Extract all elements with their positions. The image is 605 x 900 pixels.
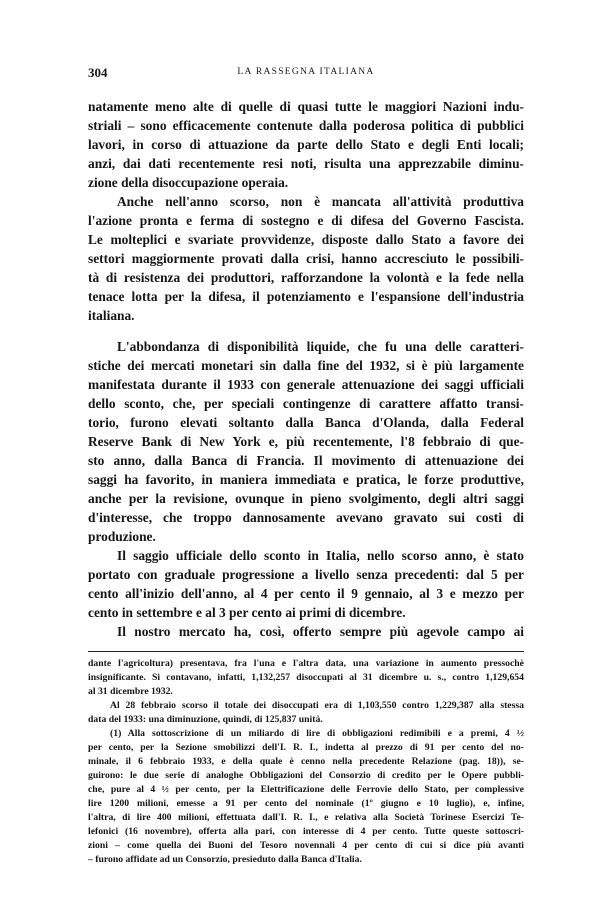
body-line: anzi, dai dati recentemente resi noti, risulta una apprezzabile diminu- <box>88 156 524 171</box>
body-line: produzione. <box>88 529 156 544</box>
body-line: zione della disoccupazione operaia. <box>88 175 289 190</box>
body-line: stiche dei mercati monetari sin dalla fine del 1932, si è più largamente <box>88 358 524 373</box>
body-line: l'azione pronta e ferma di sostegno e di difesa del Governo Fascista. <box>88 213 524 228</box>
body-line: natamente meno alte di quelle di quasi tutte le maggiori Nazioni indu- <box>88 99 524 114</box>
footnote-line: (1) Alla sottoscrizione di un miliardo di lire di obbligazioni redimibili e a premi, 4 ½ <box>110 728 524 739</box>
body-line: Anche nell'anno scorso, non è mancata all'attività produttiva <box>117 194 524 209</box>
body-line: d'interesse, che troppo dannosamente avevano gravato sui costi di <box>88 510 524 525</box>
footnote-line: lefonici (16 novembre), offerta alla pari, con interesse di 4 per cento. Tutte queste sottoscri- <box>88 826 524 837</box>
body-line: Il nostro mercato ha, così, offerto sempre più agevole campo ai <box>117 624 524 639</box>
running-title: LA RASSEGNA ITALIANA <box>237 67 375 77</box>
footnote-line: Al 28 febbraio scorso il totale dei disoccupati era di 1,103,550 contro 1,229,387 alla stessa <box>110 700 524 711</box>
footnote-line: – furono affidate ad un Consorzio, presieduto dalla Banca d'Italia. <box>88 854 362 865</box>
footnote-line: data del 1933: una diminuzione, quindi, di 125,837 unità. <box>88 714 323 725</box>
body-line: manifestata durante il 1933 con generale attenuazione dei saggi ufficiali <box>88 377 524 392</box>
footnote-line: lire 1200 milioni, emesse a 91 per cento del nominale (1º giugno e 10 luglio), e, infine, <box>88 798 524 809</box>
body-line: portato con graduale progressione a livello senza precedenti: dal 5 per <box>88 567 524 582</box>
body-line: torio, furono elevati soltanto dalla Banca d'Olanda, dalla Federal <box>88 415 524 430</box>
footnote-line: dante l'agricoltura) presentava, fra l'una e l'altra data, una variazione in aumento pressochè <box>88 658 524 669</box>
body-line: Le molteplici e svariate provvidenze, disposte dallo Stato a favore dei <box>88 232 524 247</box>
body-line: tà di resistenza dei produttori, rafforzandone la volontà e la fede nella <box>88 270 524 285</box>
page-header <box>88 65 524 83</box>
body-line: cento all'inizio dell'anno, al 4 per cento il 9 gennaio, al 3 e mezzo per <box>88 586 524 601</box>
footnote-line: insignificante. Si contavano, infatti, 1,132,257 disoccupati al 31 dicembre u. s., contro 1,129,654 <box>88 672 524 683</box>
body-line: Il saggio ufficiale dello sconto in Italia, nello scorso anno, è stato <box>117 548 524 563</box>
footnote-line: che, pure al 4 ½ per cento, per la Elettrificazione delle Ferrovie dello Stato, per complessive <box>88 784 524 795</box>
body-line: sto anno, dalla Banca di Francia. Il movimento di attenuazione dei <box>88 453 524 468</box>
footnote-line: al 31 dicembre 1932. <box>88 686 173 697</box>
footnote-line: per cento, per la Sezione smobilizzi dell'I. R. I., indetta al prezzo di 91 per cento del no- <box>88 742 524 753</box>
footnote-line: guirono: le due serie di analoghe Obbligazioni del Consorzio di credito per le Opere pubbli- <box>88 770 524 781</box>
body-line: cento in settembre e al 3 per cento ai primi di dicembre. <box>88 605 406 620</box>
body-line: dello sconto, che, per speciali contingenze di carattere affatto transi- <box>88 396 524 411</box>
body-line: L'abbondanza di disponibilità liquide, che fu una delle caratteri- <box>117 339 524 354</box>
body-line: striali – sono efficacemente contenute dalla poderosa politica di pubblici <box>88 118 524 133</box>
body-line: Reserve Bank di New York e, più recentemente, l'8 febbraio di que- <box>88 434 524 449</box>
body-line: tenace lotta per la difesa, il potenziamento e l'espansione dell'industria <box>88 289 524 304</box>
footnote-line: minale, il 6 febbraio 1933, e della quale è cenno nella precedente Relazione (pag. 18)), se- <box>88 756 524 767</box>
body-line: saggi ha favorito, in maniera immediata e pratica, le forze produttive, <box>88 472 524 487</box>
body-line: anche per la revisione, ovunque in pieno svolgimento, degli altri saggi <box>88 491 524 506</box>
footnote-divider <box>88 651 524 652</box>
page-number: 304 <box>88 65 108 80</box>
body-line: italiana. <box>88 308 135 323</box>
body-line: lavori, in corso di attuazione da parte dello Stato e degli Enti locali; <box>88 137 524 152</box>
footnote-line: l'altra, di lire 400 milioni, effettuata dall'I. R. I., e relativa alla Società Torinese Esercizi Te- <box>88 812 524 823</box>
body-line: settori maggiormente provati dalla crisi, hanno accresciuto le possibili- <box>88 251 524 266</box>
footnote-line: zioni – come quella dei Buoni del Tesoro novennali 4 per cento di cui si dice più avanti <box>88 840 524 851</box>
